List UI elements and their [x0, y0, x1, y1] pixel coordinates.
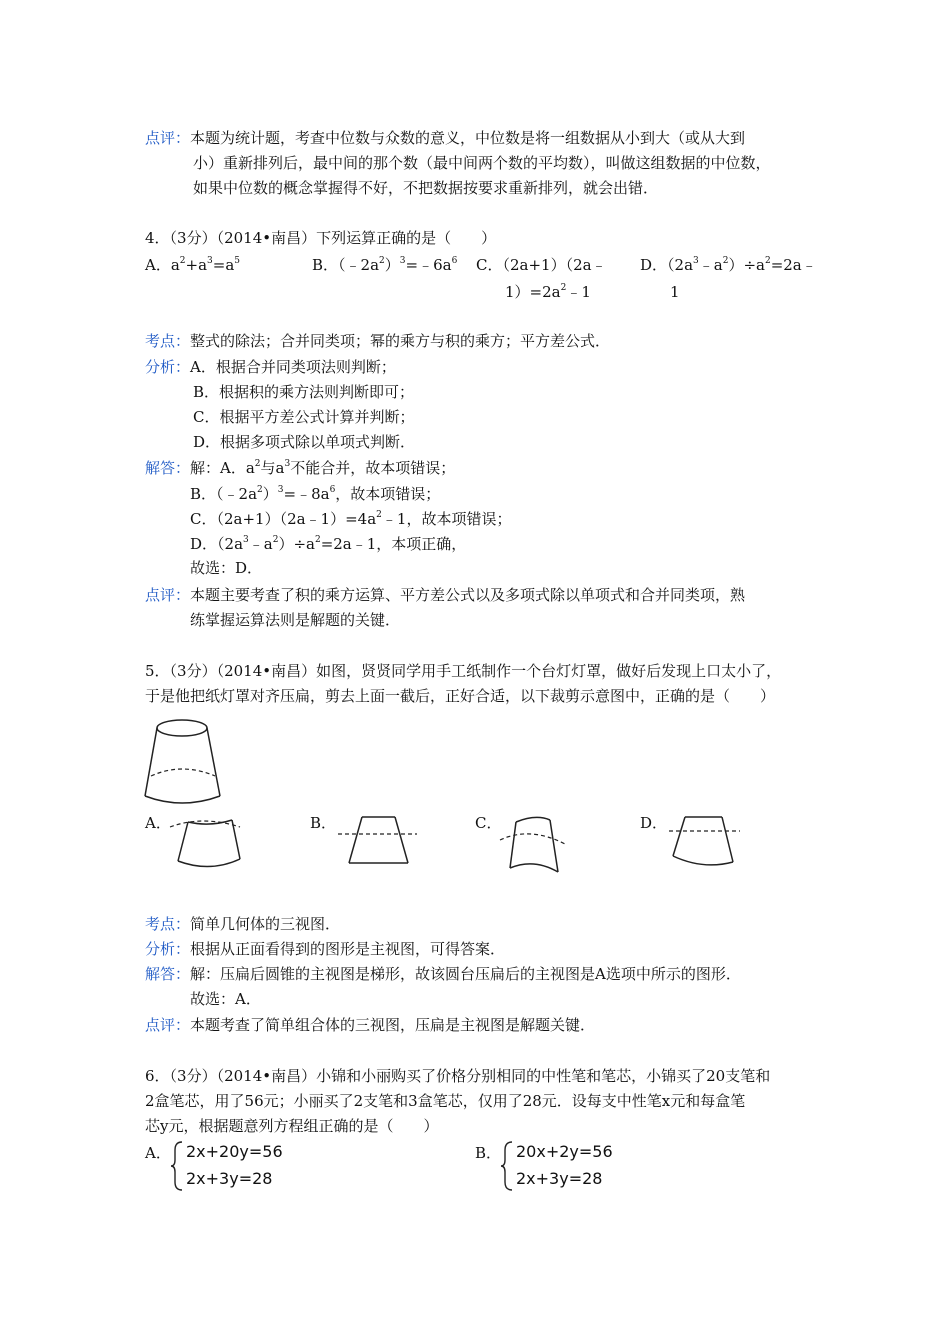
q4-fenxi-a: 分析：A．根据合并同类项法则判断； — [145, 358, 396, 376]
q6-stem-line1: 6．（3分）（2014•南昌）小锦和小丽购买了价格分别相同的中性笔和笔芯，小锦买了20支笔和 — [145, 1067, 771, 1085]
q4-jieda-choose: 故选：D． — [190, 559, 263, 577]
q4-dianping-line1: 点评：本题主要考查了积的乘方运算、平方差公式以及多项式除以单项式和合并同类项，熟 — [145, 586, 746, 604]
q4-jieda-d: D．$(2a^3﹣a^2)\div a^2=2a﹣1$，本项正确， — [190, 535, 467, 553]
q4-fenxi-c: C．根据平方差公式计算并判断； — [193, 408, 415, 426]
q4-fenxi-b: B．根据积的乘方法则判断即可； — [193, 383, 415, 401]
q6-stem-line2: 2盒笔芯，用了56元；小丽买了2支笔和3盒笔芯，仅用了28元．设每支中性笔x元和每盒笔 — [145, 1092, 746, 1110]
q4-kaodian: 考点：整式的除法；合并同类项；幂的乘方与积的乘方；平方差公式． — [145, 332, 611, 350]
q5-option-b-figure — [335, 815, 425, 870]
q5-option-d-figure — [665, 812, 745, 872]
q4-jieda-b: B．$(﹣2a^2)^3=﹣8a^6$，故本项错误； — [190, 485, 441, 503]
q5-kaodian: 考点：简单几何体的三视图． — [145, 915, 341, 933]
q4-jieda-a: 解答：解：A．$a^2$与$a^3$不能合并，故本项错误； — [145, 459, 456, 477]
q6-option-a-label: A． — [145, 1144, 171, 1162]
q4-jieda-c: C．$(2a+1)(2a﹣1)=4a^2﹣1$，故本项错误； — [190, 510, 512, 528]
lamp-shade-figure — [143, 718, 223, 813]
q5-dianping: 点评：本题考查了简单组合体的三视图，压扁是主视图是解题关键． — [145, 1016, 596, 1034]
q4-option-b: B．$(﹣2a^2)^3=﹣6a^6$ — [312, 256, 458, 274]
q5-option-d-label: D． — [640, 814, 668, 832]
q5-option-a-figure — [170, 815, 250, 870]
q6-stem-line3: 芯y元，根据题意列方程组正确的是（ ） — [145, 1117, 439, 1135]
q5-option-b-label: B． — [310, 814, 337, 832]
q4-option-d-line1: D．$(2a^3﹣a^2)\div a^2=2a﹣$ — [640, 256, 817, 274]
q5-stem-line1: 5．（3分）（2014•南昌）如图，贤贤同学用手工纸制作一个台灯灯罩，做好后发现上口太小了， — [145, 662, 782, 680]
q5-fenxi: 分析：根据从正面看得到的图形是主视图，可得答案． — [145, 940, 506, 958]
q4-dianping-line2: 练掌握运算法则是解题的关键． — [190, 611, 401, 629]
q5-option-c-label: C． — [475, 814, 502, 832]
q6-option-b-label: B． — [475, 1144, 502, 1162]
q3-comment-line2: 小）重新排列后，最中间的那个数（最中间两个数的平均数），叫做这组数据的中位数， — [193, 154, 771, 172]
q5-option-c-figure — [500, 812, 580, 877]
q5-stem-line2: 于是他把纸灯罩对齐压扁，剪去上面一截后，正好合适，以下裁剪示意图中，正确的是（ ） — [145, 687, 776, 705]
q4-option-a: A．$a^2+a^3=a^5$ — [145, 256, 241, 274]
q6-option-b-eq2: 2x+3y=28 — [516, 1169, 603, 1188]
q5-jieda-choose: 故选：A． — [190, 990, 261, 1008]
q5-jieda: 解答：解：压扁后圆锥的主视图是梯形，故该圆台压扁后的主视图是A选项中所示的图形． — [145, 965, 741, 983]
q6-option-b-eq1: 20x+2y=56 — [516, 1142, 613, 1161]
q3-comment-line3: 如果中位数的概念掌握得不好，不把数据按要求重新排列，就会出错． — [193, 179, 659, 197]
q4-option-c-line2: $1)=2a^2﹣1$ — [505, 283, 591, 301]
q4-option-c-line1: C．（2a+1）（2a﹣ — [476, 256, 607, 274]
q6-option-b-brace — [500, 1140, 514, 1192]
q3-comment-line1: 点评：本题为统计题，考查中位数与众数的意义，中位数是将一组数据从小到大（或从大到 — [145, 129, 746, 147]
q4-fenxi-d: D．根据多项式除以单项式判断． — [193, 433, 416, 451]
q5-option-a-label: A． — [145, 814, 171, 832]
q6-option-a-brace — [170, 1140, 184, 1192]
q4-option-d-line2: 1 — [670, 283, 680, 301]
q6-option-a-eq1: 2x+20y=56 — [186, 1142, 283, 1161]
q6-option-a-eq2: 2x+3y=28 — [186, 1169, 273, 1188]
q4-stem: 4．（3分）（2014•南昌）下列运算正确的是（ ） — [145, 229, 497, 247]
